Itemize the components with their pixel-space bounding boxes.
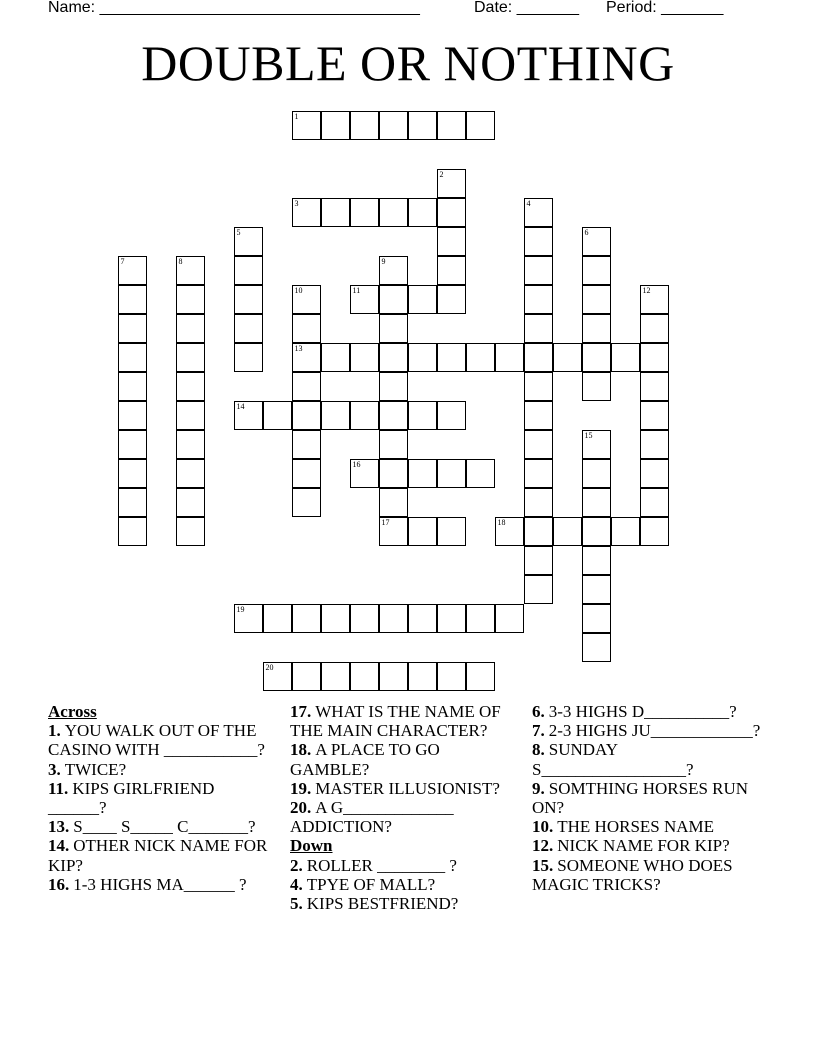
grid-cell[interactable] [437, 517, 466, 546]
grid-cell[interactable] [437, 227, 466, 256]
grid-cell[interactable] [611, 343, 640, 372]
clue-number: 12 [642, 285, 651, 295]
clue-text: KIPS BESTFRIEND? [306, 894, 459, 914]
grid-cell[interactable] [582, 430, 611, 459]
section-heading: Across [48, 702, 97, 721]
grid-cell[interactable] [524, 372, 553, 401]
grid-cell[interactable] [524, 517, 553, 546]
clue-text: YOU WALK OUT OF THE CASINO WITH ___________? [48, 721, 265, 760]
clue-num: 9. [532, 778, 545, 798]
grid-cell[interactable] [524, 285, 553, 314]
grid-cell[interactable] [118, 517, 147, 546]
section-heading: Down [290, 836, 333, 856]
clue-num: 8. [532, 740, 545, 760]
grid-cell[interactable] [118, 343, 147, 372]
grid-cell[interactable] [118, 314, 147, 343]
grid-cell[interactable] [524, 227, 553, 256]
grid-cell[interactable] [292, 343, 321, 372]
clue-item [290, 856, 518, 875]
grid-cell[interactable] [437, 169, 466, 198]
grid-cell[interactable] [582, 227, 611, 256]
grid-cell[interactable] [263, 604, 292, 633]
clue-text: A G_____________ ADDICTION? [290, 798, 454, 837]
clue-num: 13. [48, 817, 70, 837]
grid-cell[interactable] [437, 256, 466, 285]
grid-cell[interactable] [379, 314, 408, 343]
grid-cell[interactable] [582, 256, 611, 285]
grid-cell[interactable] [524, 256, 553, 285]
grid-cell[interactable] [640, 372, 669, 401]
clues-column-3 [532, 702, 772, 894]
grid-cell[interactable] [408, 517, 437, 546]
clue-num: 7. [532, 721, 545, 741]
clue-number: 16 [352, 459, 361, 469]
grid-cell[interactable] [263, 401, 292, 430]
grid-cell[interactable] [379, 372, 408, 401]
clue-num: 10. [532, 817, 554, 837]
grid-cell[interactable] [524, 488, 553, 517]
grid-cell[interactable] [466, 604, 495, 633]
grid-cell[interactable] [234, 314, 263, 343]
grid-cell[interactable] [379, 662, 408, 691]
grid-cell[interactable] [524, 343, 553, 372]
grid-cell[interactable] [176, 372, 205, 401]
clue-item [532, 721, 772, 740]
grid-cell[interactable] [176, 517, 205, 546]
grid-cell[interactable] [292, 198, 321, 227]
clue-number: 19 [236, 604, 245, 614]
grid-cell[interactable] [437, 343, 466, 372]
grid-cell[interactable] [118, 430, 147, 459]
clue-item [48, 779, 276, 817]
puzzle-title: DOUBLE OR NOTHING [141, 35, 675, 91]
grid-cell[interactable] [234, 227, 263, 256]
clue-item [532, 779, 772, 817]
grid-cell[interactable] [640, 285, 669, 314]
clue-number: 5 [236, 227, 241, 237]
grid-cell[interactable] [379, 343, 408, 372]
grid-cell[interactable] [379, 285, 408, 314]
grid-cell[interactable] [524, 314, 553, 343]
grid-cell[interactable] [437, 459, 466, 488]
name-field[interactable]: Name: ____________________________________ [48, 0, 420, 16]
grid-cell[interactable] [350, 662, 379, 691]
grid-cell[interactable] [466, 343, 495, 372]
grid-cell[interactable] [379, 256, 408, 285]
grid-cell[interactable] [640, 488, 669, 517]
clue-text: SOMEONE WHO DOES MAGIC TRICKS? [532, 855, 733, 894]
grid-cell[interactable] [350, 343, 379, 372]
grid-cell[interactable] [553, 343, 582, 372]
grid-cell[interactable] [350, 401, 379, 430]
period-field[interactable]: Period: _______ [606, 0, 724, 16]
clue-text: S____ S_____ C_______? [73, 817, 256, 837]
grid-cell[interactable] [640, 459, 669, 488]
grid-cell[interactable] [408, 198, 437, 227]
grid-cell[interactable] [437, 604, 466, 633]
grid-cell[interactable] [582, 343, 611, 372]
grid-cell[interactable] [379, 459, 408, 488]
clues-column-1 [48, 702, 276, 894]
grid-cell[interactable] [524, 546, 553, 575]
clue-item [290, 875, 518, 894]
grid-cell[interactable] [495, 343, 524, 372]
grid-cell[interactable] [379, 111, 408, 140]
grid-cell[interactable] [582, 459, 611, 488]
clue-text: A PLACE TO GO GAMBLE? [290, 740, 440, 779]
grid-cell[interactable] [321, 111, 350, 140]
clue-number: 1 [294, 111, 299, 121]
grid-cell[interactable] [640, 517, 669, 546]
clue-number: 11 [352, 285, 361, 295]
clue-item [532, 702, 772, 721]
clue-num: 17. [290, 702, 312, 721]
grid-cell[interactable] [524, 401, 553, 430]
clue-item [532, 856, 772, 894]
grid-cell[interactable] [437, 401, 466, 430]
clue-item [532, 740, 772, 778]
clue-num: 15. [532, 855, 554, 875]
grid-cell[interactable] [582, 488, 611, 517]
grid-cell[interactable] [176, 343, 205, 372]
clue-num: 18. [290, 740, 312, 760]
clue-text: SOMTHING HORSES RUN ON? [532, 778, 749, 818]
grid-cell[interactable] [582, 546, 611, 575]
grid-cell[interactable] [408, 401, 437, 430]
clue-number: 15 [584, 430, 593, 440]
clue-item [290, 779, 518, 798]
grid-cell[interactable] [234, 401, 263, 430]
clue-text: TPYE OF MALL? [306, 874, 436, 894]
grid-cell[interactable] [611, 517, 640, 546]
clue-item [48, 760, 276, 779]
grid-cell[interactable] [553, 517, 582, 546]
clue-item [48, 817, 276, 836]
grid-cell[interactable] [408, 604, 437, 633]
clue-num: 20. [290, 798, 312, 818]
clue-text: 3-3 HIGHS D__________? [548, 702, 737, 721]
clue-number: 6 [584, 227, 589, 237]
clue-number: 8 [178, 256, 183, 266]
grid-cell[interactable] [292, 430, 321, 459]
grid-cell[interactable] [379, 488, 408, 517]
grid-cell[interactable] [495, 604, 524, 633]
clue-number: 9 [381, 256, 386, 266]
grid-cell[interactable] [292, 488, 321, 517]
clue-item [290, 798, 518, 836]
clue-num: 5. [290, 894, 303, 914]
clue-text: NICK NAME FOR KIP? [557, 836, 730, 856]
grid-cell[interactable] [263, 662, 292, 691]
clue-number: 20 [265, 662, 274, 672]
clue-num: 14. [48, 836, 70, 856]
grid-cell[interactable] [466, 111, 495, 140]
clue-item [48, 836, 276, 874]
clue-number: 3 [294, 198, 299, 208]
grid-cell[interactable] [524, 575, 553, 604]
clue-item [532, 817, 772, 836]
grid-cell[interactable] [292, 372, 321, 401]
grid-cell[interactable] [437, 285, 466, 314]
grid-cell[interactable] [437, 198, 466, 227]
clue-num: 11. [48, 778, 69, 798]
grid-cell[interactable] [234, 285, 263, 314]
grid-cell[interactable] [495, 517, 524, 546]
grid-cell[interactable] [408, 285, 437, 314]
grid-cell[interactable] [437, 662, 466, 691]
clue-number: 7 [120, 256, 125, 266]
grid-cell[interactable] [640, 343, 669, 372]
grid-cell[interactable] [350, 459, 379, 488]
grid-cell[interactable] [118, 256, 147, 285]
clue-num: 16. [48, 874, 70, 894]
grid-cell[interactable] [582, 285, 611, 314]
clue-num: 6. [532, 702, 545, 721]
grid-cell[interactable] [379, 401, 408, 430]
grid-cell[interactable] [176, 459, 205, 488]
clue-text: 1-3 HIGHS MA______ ? [73, 874, 247, 894]
grid-cell[interactable] [292, 285, 321, 314]
clue-text: KIPS GIRLFRIEND ______? [48, 778, 215, 818]
clue-num: 12. [532, 836, 554, 856]
clue-item [290, 702, 518, 740]
grid-cell[interactable] [118, 285, 147, 314]
clue-number: 13 [294, 343, 303, 353]
grid-cell[interactable] [379, 198, 408, 227]
grid-cell[interactable] [321, 604, 350, 633]
grid-cell[interactable] [118, 459, 147, 488]
grid-cell[interactable] [292, 604, 321, 633]
clue-number: 2 [439, 169, 444, 179]
clue-number: 18 [497, 517, 506, 527]
grid-cell[interactable] [234, 256, 263, 285]
grid-cell[interactable] [408, 662, 437, 691]
grid-cell[interactable] [640, 401, 669, 430]
grid-cell[interactable] [524, 430, 553, 459]
grid-cell[interactable] [379, 604, 408, 633]
grid-cell[interactable] [321, 343, 350, 372]
clue-number: 17 [381, 517, 390, 527]
grid-cell[interactable] [292, 401, 321, 430]
clue-text: MASTER ILLUSIONIST? [315, 778, 500, 798]
grid-cell[interactable] [466, 459, 495, 488]
clue-item [290, 894, 518, 913]
clue-number: 14 [236, 401, 245, 411]
clue-num: 1. [48, 721, 61, 741]
grid-cell[interactable] [379, 517, 408, 546]
clue-item [48, 721, 276, 759]
clue-text: THE HORSES NAME [557, 817, 715, 837]
grid-cell[interactable] [582, 372, 611, 401]
grid-cell[interactable] [292, 314, 321, 343]
clue-text: OTHER NICK NAME FOR KIP? [48, 836, 268, 875]
clue-number: 10 [294, 285, 303, 295]
grid-cell[interactable] [408, 111, 437, 140]
clue-text: TWICE? [64, 759, 127, 779]
grid-cell[interactable] [292, 662, 321, 691]
grid-cell[interactable] [176, 256, 205, 285]
clue-num: 19. [290, 778, 312, 798]
grid-cell[interactable] [582, 604, 611, 633]
grid-cell[interactable] [321, 401, 350, 430]
grid-cell[interactable] [640, 430, 669, 459]
grid-cell[interactable] [582, 517, 611, 546]
grid-cell[interactable] [118, 401, 147, 430]
grid-cell[interactable] [437, 111, 466, 140]
grid-cell[interactable] [176, 285, 205, 314]
grid-cell[interactable] [176, 314, 205, 343]
grid-cell[interactable] [176, 401, 205, 430]
clues-column-2 [290, 702, 518, 913]
grid-cell[interactable] [408, 343, 437, 372]
clue-text: ROLLER ________ ? [306, 855, 457, 875]
clue-item [48, 875, 276, 894]
grid-cell[interactable] [118, 372, 147, 401]
grid-cell[interactable] [350, 285, 379, 314]
clue-item [290, 740, 518, 778]
clue-num: 3. [48, 759, 61, 779]
grid-cell[interactable] [321, 662, 350, 691]
grid-cell[interactable] [379, 430, 408, 459]
clue-text: SUNDAY S_________________? [532, 740, 694, 779]
grid-cell[interactable] [321, 198, 350, 227]
grid-cell[interactable] [350, 198, 379, 227]
grid-cell[interactable] [524, 198, 553, 227]
grid-cell[interactable] [524, 459, 553, 488]
grid-cell[interactable] [582, 314, 611, 343]
grid-cell[interactable] [118, 488, 147, 517]
grid-cell[interactable] [466, 662, 495, 691]
grid-cell[interactable] [234, 604, 263, 633]
grid-cell[interactable] [582, 575, 611, 604]
grid-cell[interactable] [582, 633, 611, 662]
grid-cell[interactable] [292, 111, 321, 140]
clue-item [532, 836, 772, 855]
clue-text: 2-3 HIGHS JU____________? [548, 721, 761, 741]
grid-cell[interactable] [176, 430, 205, 459]
grid-cell[interactable] [234, 343, 263, 372]
grid-cell[interactable] [350, 604, 379, 633]
grid-cell[interactable] [408, 459, 437, 488]
grid-cell[interactable] [292, 459, 321, 488]
clue-num: 2. [290, 855, 303, 875]
clue-num: 4. [290, 874, 303, 894]
grid-cell[interactable] [176, 488, 205, 517]
grid-cell[interactable] [640, 314, 669, 343]
clue-text: WHAT IS THE NAME OF THE MAIN CHARACTER? [290, 702, 501, 741]
grid-cell[interactable] [350, 111, 379, 140]
date-field[interactable]: Date: _______ [474, 0, 579, 16]
clue-number: 4 [526, 198, 531, 208]
